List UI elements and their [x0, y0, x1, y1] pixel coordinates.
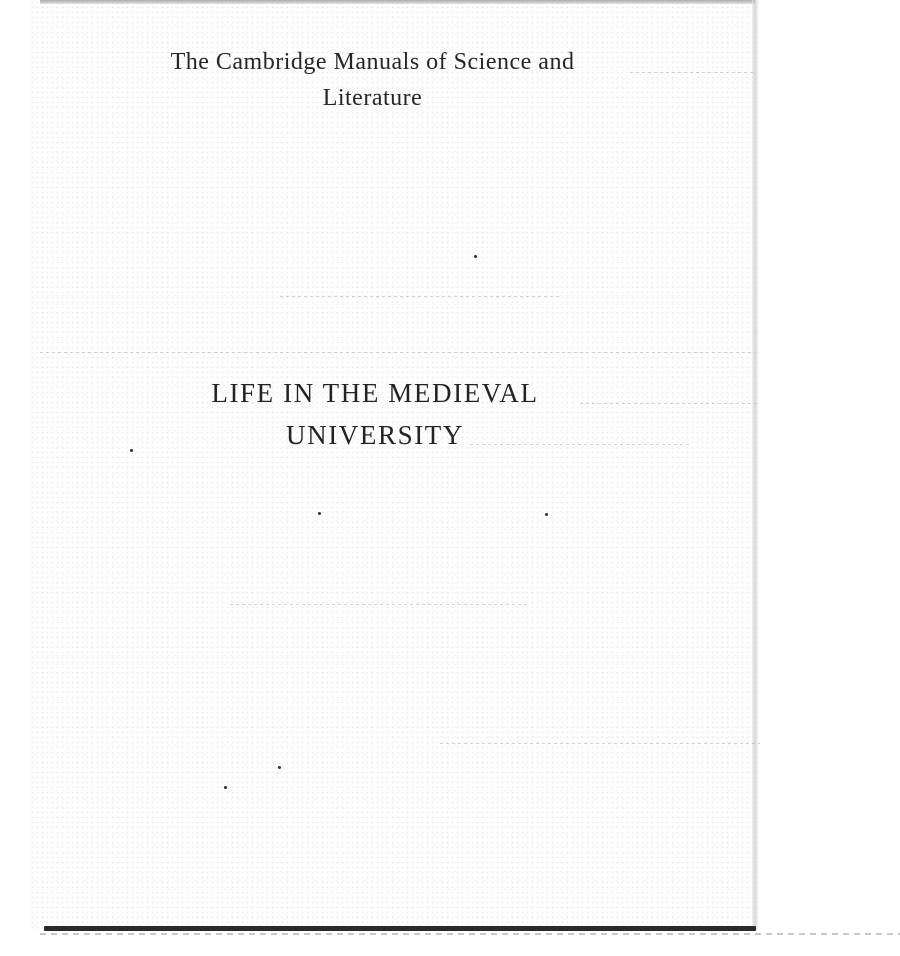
book-title-line-1: LIFE IN THE MEDIEVAL [211, 378, 539, 408]
ink-speck [545, 513, 548, 516]
book-title [150, 372, 600, 456]
book-title-line-2: UNIVERSITY [286, 420, 464, 450]
page-top-edge [40, 0, 755, 4]
scan-artifact-line [440, 743, 760, 744]
series-title-line-1: The Cambridge Manuals of Science and [170, 49, 575, 75]
ink-speck [130, 449, 133, 452]
ink-speck [278, 766, 281, 769]
ink-speck [318, 512, 321, 515]
scan-artifact-line [630, 72, 755, 73]
scan-artifact-line [40, 352, 755, 353]
series-title [130, 44, 615, 116]
series-title-line-2: Literature [322, 85, 423, 111]
scan-artifact-line [230, 604, 530, 605]
scan-artifact-line [580, 403, 760, 404]
page-bottom-edge [44, 926, 756, 931]
scan-artifact-line [280, 296, 560, 297]
scan-artifact-bottom [40, 933, 900, 935]
ink-speck [224, 786, 227, 789]
ink-speck [474, 255, 477, 258]
scanned-page [30, 0, 760, 930]
page-right-edge [752, 0, 758, 930]
